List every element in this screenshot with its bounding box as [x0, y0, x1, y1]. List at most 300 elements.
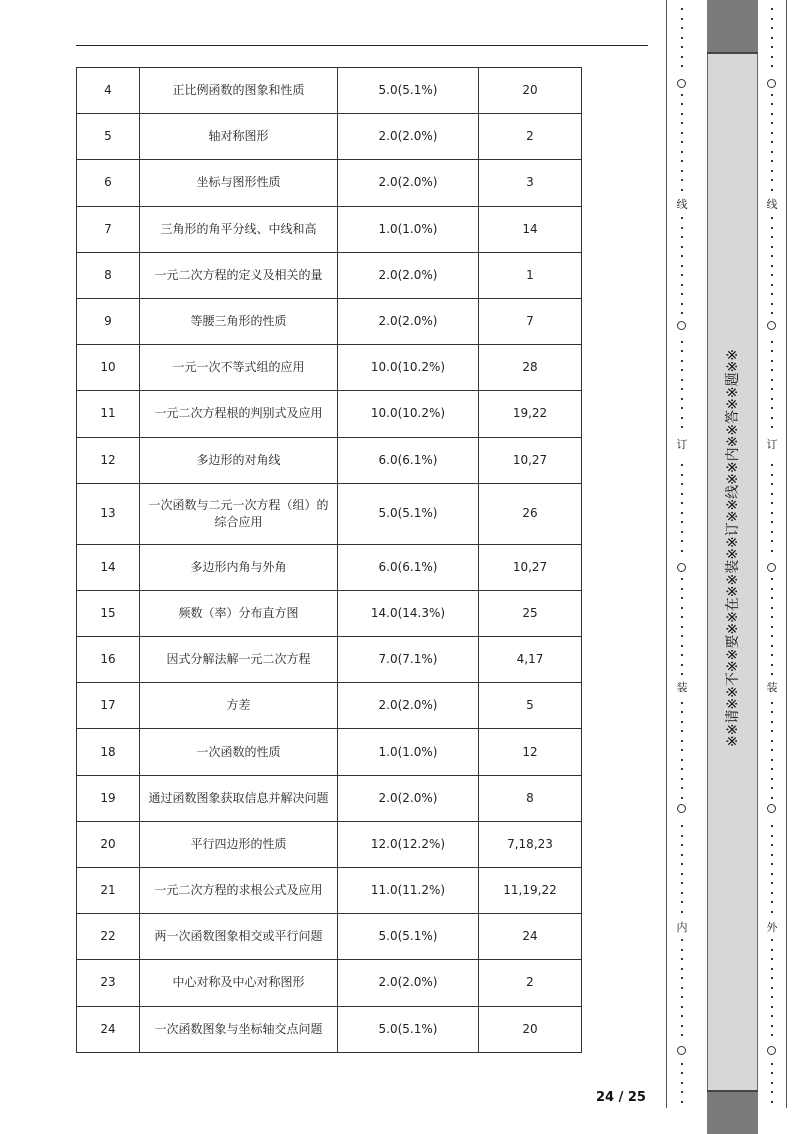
binding-dot — [771, 958, 773, 960]
cell-question-numbers: 5 — [479, 683, 582, 729]
table-row — [77, 160, 582, 206]
cell-question-numbers: 2 — [479, 960, 582, 1006]
cell-number: 17 — [77, 683, 140, 729]
binding-dot — [771, 588, 773, 590]
binding-dot — [681, 493, 683, 495]
binding-dot — [771, 711, 773, 713]
binding-mark: 线 — [676, 198, 688, 211]
binding-dot — [681, 749, 683, 751]
binding-dot — [771, 721, 773, 723]
binding-dot — [681, 65, 683, 67]
binding-dot — [771, 122, 773, 124]
binding-dot — [771, 1034, 773, 1036]
cell-question-numbers: 25 — [479, 590, 582, 636]
table-row — [77, 298, 582, 344]
binding-dot — [771, 132, 773, 134]
binding-dot — [681, 265, 683, 267]
binding-dot — [771, 749, 773, 751]
cell-question-numbers: 3 — [479, 160, 582, 206]
binding-dot — [681, 312, 683, 314]
binding-dot — [771, 417, 773, 419]
binding-dot — [681, 151, 683, 153]
cell-score: 10.0(10.2%) — [338, 391, 479, 437]
cell-knowledge-point: 平行四边形的性质 — [140, 821, 338, 867]
table-row — [77, 683, 582, 729]
inner-binding-line — [675, 0, 689, 1110]
table-row — [77, 437, 582, 483]
cell-score: 2.0(2.0%) — [338, 114, 479, 160]
cell-question-numbers: 20 — [479, 68, 582, 114]
binding-dot — [681, 227, 683, 229]
binding-dot — [681, 721, 683, 723]
table-row — [77, 544, 582, 590]
binding-circle-icon — [767, 321, 776, 330]
cell-knowledge-point: 一元一次不等式组的应用 — [140, 345, 338, 391]
binding-mark: 订 — [766, 438, 778, 451]
binding-dot — [771, 825, 773, 827]
binding-dot — [681, 1034, 683, 1036]
table-row — [77, 68, 582, 114]
binding-dot — [771, 179, 773, 181]
cell-knowledge-point: 方差 — [140, 683, 338, 729]
cell-number: 22 — [77, 914, 140, 960]
binding-dot — [771, 151, 773, 153]
binding-dot — [771, 664, 773, 666]
cell-knowledge-point: 频数（率）分布直方图 — [140, 590, 338, 636]
binding-dot — [681, 217, 683, 219]
binding-dot — [681, 711, 683, 713]
table-row — [77, 821, 582, 867]
binding-dot — [771, 303, 773, 305]
binding-dot — [771, 8, 773, 10]
binding-mark: 订 — [676, 438, 688, 451]
binding-dot — [681, 189, 683, 191]
binding-dot — [771, 426, 773, 428]
cell-knowledge-point: 通过函数图象获取信息并解决问题 — [140, 775, 338, 821]
cell-score: 10.0(10.2%) — [338, 345, 479, 391]
binding-dot — [771, 1063, 773, 1065]
binding-dot — [681, 673, 683, 675]
binding-dot — [771, 597, 773, 599]
binding-dot — [681, 835, 683, 837]
binding-dot — [771, 882, 773, 884]
header-rule — [76, 45, 648, 46]
binding-dot — [681, 977, 683, 979]
binding-dot — [771, 360, 773, 362]
cell-knowledge-point: 一元二次方程的求根公式及应用 — [140, 868, 338, 914]
cell-number: 10 — [77, 345, 140, 391]
binding-dot — [771, 1091, 773, 1093]
binding-dot — [681, 578, 683, 580]
binding-dot — [681, 293, 683, 295]
cell-number: 13 — [77, 483, 140, 544]
binding-dot — [771, 863, 773, 865]
cell-knowledge-point: 两一次函数图象相交或平行问题 — [140, 914, 338, 960]
binding-dot — [681, 797, 683, 799]
cell-question-numbers: 19,22 — [479, 391, 582, 437]
binding-dot — [771, 27, 773, 29]
binding-dot — [771, 797, 773, 799]
cell-score: 5.0(5.1%) — [338, 483, 479, 544]
binding-dot — [771, 844, 773, 846]
binding-dot — [681, 597, 683, 599]
binding-dot — [681, 768, 683, 770]
outer-binding-line — [765, 0, 779, 1110]
binding-circle-icon — [767, 79, 776, 88]
binding-dot — [681, 863, 683, 865]
cell-knowledge-point: 等腰三角形的性质 — [140, 298, 338, 344]
binding-dot — [771, 407, 773, 409]
cell-score: 6.0(6.1%) — [338, 544, 479, 590]
binding-dot — [681, 350, 683, 352]
table-row — [77, 252, 582, 298]
binding-dot — [681, 27, 683, 29]
cell-question-numbers: 28 — [479, 345, 582, 391]
binding-dot — [771, 892, 773, 894]
cell-number: 19 — [77, 775, 140, 821]
cell-question-numbers: 7,18,23 — [479, 821, 582, 867]
binding-dot — [681, 664, 683, 666]
binding-dot — [771, 284, 773, 286]
table-row — [77, 914, 582, 960]
cell-number: 24 — [77, 1006, 140, 1052]
binding-dot — [771, 901, 773, 903]
cell-number: 11 — [77, 391, 140, 437]
binding-dot — [771, 502, 773, 504]
table-row — [77, 637, 582, 683]
binding-dot — [771, 46, 773, 48]
binding-dot — [771, 768, 773, 770]
binding-dot — [681, 46, 683, 48]
binding-dot — [681, 398, 683, 400]
binding-dot — [771, 369, 773, 371]
binding-dot — [681, 616, 683, 618]
cell-score: 1.0(1.0%) — [338, 206, 479, 252]
binding-circle-icon — [677, 804, 686, 813]
binding-dot — [771, 350, 773, 352]
cell-number: 9 — [77, 298, 140, 344]
binding-dot — [771, 550, 773, 552]
cell-question-numbers: 1 — [479, 252, 582, 298]
binding-dot — [771, 512, 773, 514]
binding-circle-icon — [767, 1046, 776, 1055]
table-row — [77, 775, 582, 821]
binding-dot — [681, 635, 683, 637]
binding-dot — [771, 236, 773, 238]
table-row — [77, 960, 582, 1006]
binding-dot — [681, 284, 683, 286]
table-row — [77, 590, 582, 636]
binding-dot — [681, 540, 683, 542]
binding-dot — [681, 483, 683, 485]
binding-dot — [681, 901, 683, 903]
cell-number: 21 — [77, 868, 140, 914]
binding-dot — [771, 189, 773, 191]
binding-dot — [771, 160, 773, 162]
cell-question-numbers: 14 — [479, 206, 582, 252]
cell-knowledge-point: 一次函数与二元一次方程（组）的综合应用 — [140, 483, 338, 544]
binding-dot — [771, 521, 773, 523]
binding-bottom-block — [707, 1090, 758, 1134]
binding-dot — [771, 312, 773, 314]
binding-dot — [771, 341, 773, 343]
binding-dot — [771, 1101, 773, 1103]
cell-knowledge-point: 轴对称图形 — [140, 114, 338, 160]
cell-question-numbers: 12 — [479, 729, 582, 775]
binding-mark: 线 — [766, 198, 778, 211]
binding-dot — [771, 540, 773, 542]
binding-dot — [771, 1082, 773, 1084]
binding-dot — [771, 835, 773, 837]
binding-dot — [681, 56, 683, 58]
cell-score: 2.0(2.0%) — [338, 960, 479, 1006]
cell-number: 23 — [77, 960, 140, 1006]
binding-dot — [681, 8, 683, 10]
binding-dot — [771, 388, 773, 390]
cell-number: 5 — [77, 114, 140, 160]
binding-dot — [771, 1025, 773, 1027]
binding-circle-icon — [677, 79, 686, 88]
binding-dot — [681, 37, 683, 39]
binding-dot — [771, 293, 773, 295]
binding-dot — [771, 18, 773, 20]
binding-dot — [681, 1072, 683, 1074]
binding-dot — [771, 730, 773, 732]
binding-dot — [681, 426, 683, 428]
binding-dot — [681, 512, 683, 514]
binding-dot — [681, 968, 683, 970]
cell-score: 14.0(14.3%) — [338, 590, 479, 636]
cell-question-numbers: 8 — [479, 775, 582, 821]
binding-dot — [771, 787, 773, 789]
cell-knowledge-point: 正比例函数的图象和性质 — [140, 68, 338, 114]
binding-dot — [771, 854, 773, 856]
cell-question-numbers: 7 — [479, 298, 582, 344]
cell-number: 18 — [77, 729, 140, 775]
table-row — [77, 483, 582, 544]
cell-question-numbers: 2 — [479, 114, 582, 160]
binding-dot — [681, 1091, 683, 1093]
binding-dot — [771, 255, 773, 257]
binding-dot — [681, 369, 683, 371]
cell-score: 2.0(2.0%) — [338, 775, 479, 821]
binding-dot — [771, 531, 773, 533]
binding-dot — [771, 493, 773, 495]
binding-dot — [681, 844, 683, 846]
binding-dot — [681, 122, 683, 124]
cell-question-numbers: 10,27 — [479, 544, 582, 590]
binding-dot — [681, 892, 683, 894]
binding-dot — [771, 873, 773, 875]
binding-dot — [771, 654, 773, 656]
binding-dot — [681, 1025, 683, 1027]
cell-knowledge-point: 多边形内角与外角 — [140, 544, 338, 590]
table-row — [77, 868, 582, 914]
binding-dot — [681, 160, 683, 162]
binding-dot — [771, 37, 773, 39]
binding-dot — [681, 730, 683, 732]
binding-dot — [771, 65, 773, 67]
binding-dot — [681, 179, 683, 181]
binding-dot — [681, 502, 683, 504]
knowledge-point-table — [76, 67, 582, 1053]
cell-number: 12 — [77, 437, 140, 483]
cell-score: 1.0(1.0%) — [338, 729, 479, 775]
binding-dot — [681, 626, 683, 628]
cell-knowledge-point: 坐标与图形性质 — [140, 160, 338, 206]
binding-dot — [681, 474, 683, 476]
binding-dot — [681, 740, 683, 742]
binding-dot — [681, 1063, 683, 1065]
cell-score: 5.0(5.1%) — [338, 68, 479, 114]
binding-dot — [681, 464, 683, 466]
binding-dot — [771, 379, 773, 381]
binding-dot — [771, 483, 773, 485]
cell-score: 5.0(5.1%) — [338, 914, 479, 960]
binding-dot — [771, 217, 773, 219]
binding-dot — [681, 417, 683, 419]
binding-dot — [771, 1015, 773, 1017]
binding-dot — [771, 778, 773, 780]
binding-dot — [681, 531, 683, 533]
binding-circle-icon — [677, 1046, 686, 1055]
binding-dot — [771, 911, 773, 913]
binding-dot — [771, 607, 773, 609]
table-row — [77, 1006, 582, 1052]
cell-knowledge-point: 一元二次方程根的判别式及应用 — [140, 391, 338, 437]
binding-dot — [681, 787, 683, 789]
table-row — [77, 345, 582, 391]
binding-circle-icon — [767, 804, 776, 813]
cell-question-numbers: 10,27 — [479, 437, 582, 483]
binding-dot — [771, 227, 773, 229]
binding-circle-icon — [677, 563, 686, 572]
table-row — [77, 391, 582, 437]
binding-dot — [681, 236, 683, 238]
binding-dot — [771, 113, 773, 115]
binding-dot — [681, 607, 683, 609]
cell-question-numbers: 11,19,22 — [479, 868, 582, 914]
binding-dot — [771, 740, 773, 742]
cell-score: 2.0(2.0%) — [338, 683, 479, 729]
binding-dot — [771, 996, 773, 998]
binding-dot — [681, 1082, 683, 1084]
binding-dot — [771, 626, 773, 628]
binding-dot — [681, 341, 683, 343]
binding-dot — [681, 521, 683, 523]
binding-mark: 外 — [766, 921, 778, 934]
binding-dot — [771, 170, 773, 172]
binding-dot — [681, 113, 683, 115]
binding-dot — [681, 255, 683, 257]
binding-dot — [681, 170, 683, 172]
binding-dot — [771, 635, 773, 637]
binding-dot — [771, 939, 773, 941]
binding-dot — [681, 588, 683, 590]
cell-knowledge-point: 一元二次方程的定义及相关的量 — [140, 252, 338, 298]
binding-dot — [681, 996, 683, 998]
binding-dot — [681, 949, 683, 951]
cell-knowledge-point: 一次函数图象与坐标轴交点问题 — [140, 1006, 338, 1052]
binding-dot — [771, 94, 773, 96]
cell-number: 4 — [77, 68, 140, 114]
binding-dot — [771, 246, 773, 248]
binding-dot — [771, 265, 773, 267]
binding-dot — [681, 132, 683, 134]
cell-number: 7 — [77, 206, 140, 252]
binding-dot — [771, 645, 773, 647]
binding-dot — [681, 388, 683, 390]
cell-knowledge-point: 一次函数的性质 — [140, 729, 338, 775]
cell-knowledge-point: 因式分解法解一元二次方程 — [140, 637, 338, 683]
binding-dot — [681, 778, 683, 780]
binding-dot — [681, 1101, 683, 1103]
cell-score: 2.0(2.0%) — [338, 160, 479, 206]
binding-dot — [681, 854, 683, 856]
cell-number: 6 — [77, 160, 140, 206]
cell-score: 11.0(11.2%) — [338, 868, 479, 914]
binding-dot — [681, 759, 683, 761]
binding-dot — [681, 702, 683, 704]
binding-dot — [681, 1006, 683, 1008]
cell-knowledge-point: 多边形的对角线 — [140, 437, 338, 483]
binding-dot — [681, 873, 683, 875]
binding-mark: 内 — [676, 921, 688, 934]
binding-dot — [771, 398, 773, 400]
binding-dot — [681, 407, 683, 409]
binding-dot — [681, 645, 683, 647]
binding-circle-icon — [677, 321, 686, 330]
binding-dot — [681, 911, 683, 913]
binding-dot — [771, 977, 773, 979]
cell-score: 2.0(2.0%) — [338, 298, 479, 344]
binding-dot — [681, 274, 683, 276]
binding-dot — [771, 968, 773, 970]
binding-dot — [771, 759, 773, 761]
binding-mark: 装 — [766, 681, 778, 694]
binding-dot — [771, 56, 773, 58]
binding-dot — [681, 939, 683, 941]
binding-dot — [771, 673, 773, 675]
binding-mark: 装 — [676, 681, 688, 694]
cell-number: 20 — [77, 821, 140, 867]
table-row — [77, 114, 582, 160]
binding-dot — [771, 616, 773, 618]
cell-question-numbers: 4,17 — [479, 637, 582, 683]
binding-dot — [771, 702, 773, 704]
binding-dot — [681, 94, 683, 96]
binding-dot — [681, 246, 683, 248]
binding-dot — [771, 103, 773, 105]
binding-notice: ※※请※※不※※要※※在※※装※※订※※线※※内※※答※※题※※ — [725, 348, 741, 748]
cell-score: 6.0(6.1%) — [338, 437, 479, 483]
binding-dot — [681, 379, 683, 381]
binding-dot — [681, 141, 683, 143]
cell-knowledge-point: 三角形的角平分线、中线和高 — [140, 206, 338, 252]
binding-top-block — [707, 0, 758, 54]
binding-dot — [681, 103, 683, 105]
page-number: 24 / 25 — [596, 1090, 646, 1105]
binding-dot — [771, 987, 773, 989]
binding-dot — [681, 825, 683, 827]
binding-dot — [681, 1015, 683, 1017]
binding-dot — [681, 987, 683, 989]
binding-dot — [771, 474, 773, 476]
cell-score: 2.0(2.0%) — [338, 252, 479, 298]
cell-question-numbers: 20 — [479, 1006, 582, 1052]
binding-dot — [771, 578, 773, 580]
cell-number: 14 — [77, 544, 140, 590]
